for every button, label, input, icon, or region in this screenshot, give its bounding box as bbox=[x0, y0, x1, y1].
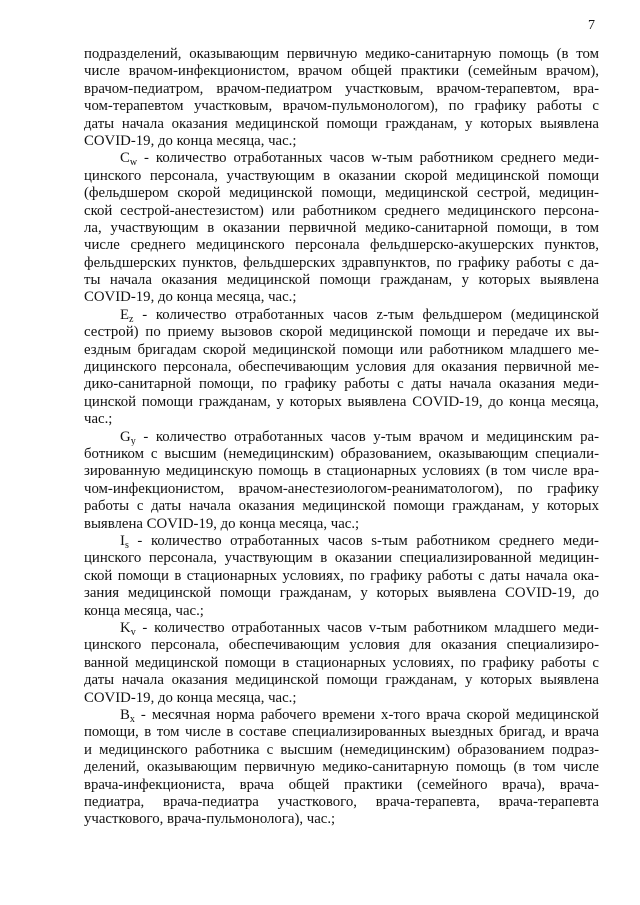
line-text: цинского персонала, участвующим в оказании скорой медицинской помощи bbox=[84, 167, 599, 184]
text-line bbox=[84, 637, 599, 654]
text-line bbox=[84, 81, 599, 98]
text-line bbox=[84, 446, 599, 463]
line-text: участкового, врача-пульмонолога), час.; bbox=[84, 811, 336, 828]
text-line bbox=[84, 620, 599, 637]
text-line bbox=[84, 307, 599, 324]
text-line bbox=[84, 429, 599, 446]
variable-subscript: y bbox=[130, 435, 136, 447]
line-text: работы с даты начала оказания медицинской помощи гражданам, у которых bbox=[84, 498, 599, 515]
text-line bbox=[84, 533, 599, 550]
text-line bbox=[84, 463, 599, 480]
text-line bbox=[84, 742, 599, 759]
line-text: цинской помощи гражданам, у которых выявлена COVID-19, до конца месяца, bbox=[84, 393, 599, 410]
text-line bbox=[84, 255, 599, 272]
variable-subscript: s bbox=[124, 540, 129, 551]
text-line bbox=[84, 237, 599, 254]
variable-symbol: C bbox=[120, 150, 130, 167]
line-text: час.; bbox=[84, 411, 113, 428]
text-line bbox=[84, 63, 599, 80]
variable-symbol: K bbox=[120, 619, 131, 636]
text-line bbox=[84, 672, 599, 689]
line-text: подразделений, оказывающим первичную медико-санитарную помощь (в том bbox=[84, 46, 599, 62]
paragraph bbox=[84, 150, 599, 307]
variable-symbol: E bbox=[120, 306, 130, 323]
line-text: дико-санитарной помощи, по графику работы с даты начала оказания меди- bbox=[84, 376, 599, 393]
line-text: фельдшерских пунктов, фельдшерских здравпунктов, по графику работы с да- bbox=[84, 254, 599, 271]
line-text: - месячная норма рабочего времени x-того врача скорой медицинской bbox=[134, 706, 599, 723]
line-text: ванной медицинской помощи в стационарных условиях, по графику работы с bbox=[84, 654, 599, 671]
line-text: сестрой) по приему вызовов скорой медицинской помощи и передаче их вы- bbox=[84, 324, 599, 341]
text-line bbox=[84, 272, 599, 289]
text-line bbox=[84, 794, 599, 811]
text-line bbox=[84, 481, 599, 498]
text-line bbox=[84, 707, 599, 724]
text-line bbox=[84, 46, 599, 63]
line-text: даты начала оказания медицинской помощи гражданам, у которых выявлена bbox=[84, 115, 599, 132]
variable-subscript: v bbox=[130, 626, 136, 638]
paragraph bbox=[84, 707, 599, 829]
variable-symbol: I bbox=[120, 533, 125, 549]
line-text: COVID-19, до конца месяца, час.; bbox=[84, 689, 297, 706]
line-text: даты начала оказания медицинской помощи гражданам, у которых выявлена bbox=[84, 672, 599, 689]
line-text: чом-инфекционистом, врачом-анестезиологом-реаниматологом), по графику bbox=[84, 480, 599, 497]
text-line bbox=[84, 150, 599, 167]
line-text: конца месяца, час.; bbox=[84, 602, 204, 619]
line-text: (фельдшером скорой медицинской помощи, медицинской сестрой, медицин- bbox=[84, 185, 599, 202]
paragraph bbox=[84, 429, 599, 533]
text-line bbox=[84, 690, 599, 707]
line-text: чом-терапевтом участковым, врачом-пульмонологом), по графику работы с bbox=[84, 98, 599, 115]
paragraph bbox=[84, 533, 599, 620]
line-text: - количество отработанных часов s-тым работником среднего меди- bbox=[128, 533, 599, 549]
text-line bbox=[84, 724, 599, 741]
line-text: ла, участвующим в оказании первичной медико-санитарной помощи, в том bbox=[84, 219, 599, 236]
text-line bbox=[84, 585, 599, 602]
line-text: COVID-19, до конца месяца, час.; bbox=[84, 132, 297, 149]
line-text: числе среднего медицинского персонала фельдшерско-акушерских пунктов, bbox=[84, 237, 599, 254]
paragraph bbox=[84, 46, 599, 150]
line-text: ской помощи в стационарных условиях, по графику работы с даты начала ока- bbox=[84, 567, 599, 584]
line-text: COVID-19, до конца месяца, час.; bbox=[84, 289, 297, 306]
variable-symbol: B bbox=[120, 706, 130, 723]
text-line bbox=[84, 655, 599, 672]
line-text: - количество отработанных часов v-тым работником младшего меди- bbox=[135, 619, 599, 636]
line-text: зированную медицинскую помощь в стационарных условиях (в том числе вра- bbox=[84, 463, 599, 480]
text-line bbox=[84, 498, 599, 515]
text-line bbox=[84, 603, 599, 620]
line-text: ботником с высшим (немедицинским) образованием, оказывающим специали- bbox=[84, 446, 599, 463]
text-line bbox=[84, 133, 599, 150]
line-text: цинского персонала, участвующим в оказании специализированной медицин- bbox=[84, 550, 599, 567]
line-text: педиатра, врача-педиатра участкового, врача-терапевта, врача-терапевта bbox=[84, 793, 599, 810]
line-text: выявлена COVID-19, до конца месяца, час.; bbox=[84, 515, 360, 532]
line-text: - количество отработанных часов y-тым врачом и медицинским ра- bbox=[135, 428, 599, 445]
page-number: 7 bbox=[588, 18, 595, 33]
text-line bbox=[84, 289, 599, 306]
line-text: ской сестрой-анестезистом) или работником среднего медицинского персона- bbox=[84, 202, 599, 219]
line-text: - количество отработанных часов w-тым работником среднего меди- bbox=[137, 150, 599, 167]
line-text: врачом-педиатром, врачом-педиатром участковым, врачом-терапевтом, вра- bbox=[84, 80, 599, 97]
text-line bbox=[84, 411, 599, 428]
text-line bbox=[84, 811, 599, 828]
document-body bbox=[84, 46, 599, 829]
text-line bbox=[84, 168, 599, 185]
line-text: и медицинского работника с высшим (немедицинским) образованием подраз- bbox=[84, 741, 599, 758]
text-line bbox=[84, 568, 599, 585]
line-text: помощи, в том числе в составе специализированных выездных бригад, и врача bbox=[84, 724, 599, 741]
text-line bbox=[84, 220, 599, 237]
paragraph bbox=[84, 307, 599, 429]
text-line bbox=[84, 324, 599, 341]
text-line bbox=[84, 777, 599, 794]
line-text: цинского персонала, обеспечивающим условия для оказания специализиро- bbox=[84, 637, 599, 654]
line-text: числе врачом-инфекционистом, врачом общей практики (семейным врачом), bbox=[84, 63, 599, 80]
text-line bbox=[84, 759, 599, 776]
variable-subscript: w bbox=[129, 157, 138, 168]
text-line bbox=[84, 98, 599, 115]
text-line bbox=[84, 550, 599, 567]
variable-subscript: z bbox=[129, 313, 134, 325]
line-text: ездным бригадам скорой медицинской помощи или работником младшего ме- bbox=[84, 341, 599, 358]
text-line bbox=[84, 376, 599, 393]
text-line bbox=[84, 394, 599, 411]
line-text: ты начала оказания медицинской помощи гражданам, у которых выявлена bbox=[84, 272, 599, 289]
line-text: дицинского персонала, обеспечивающим условия для оказания первичной ме- bbox=[84, 359, 599, 376]
text-line bbox=[84, 116, 599, 133]
text-line bbox=[84, 185, 599, 202]
text-line bbox=[84, 359, 599, 376]
text-line bbox=[84, 203, 599, 220]
line-text: врача-инфекциониста, врача общей практики (семейного врача), врача- bbox=[84, 776, 599, 793]
text-line bbox=[84, 516, 599, 533]
paragraph bbox=[84, 620, 599, 707]
line-text: - количество отработанных часов z-тым фельдшером (медицинской bbox=[133, 306, 599, 323]
line-text: зания медицинской помощи гражданам, у которых выявлена COVID-19, до bbox=[84, 585, 599, 602]
line-text: делений, оказывающим первичную медико-санитарную помощь (в том числе bbox=[84, 759, 599, 776]
text-line bbox=[84, 342, 599, 359]
variable-subscript: x bbox=[129, 713, 135, 725]
variable-symbol: G bbox=[120, 428, 131, 445]
